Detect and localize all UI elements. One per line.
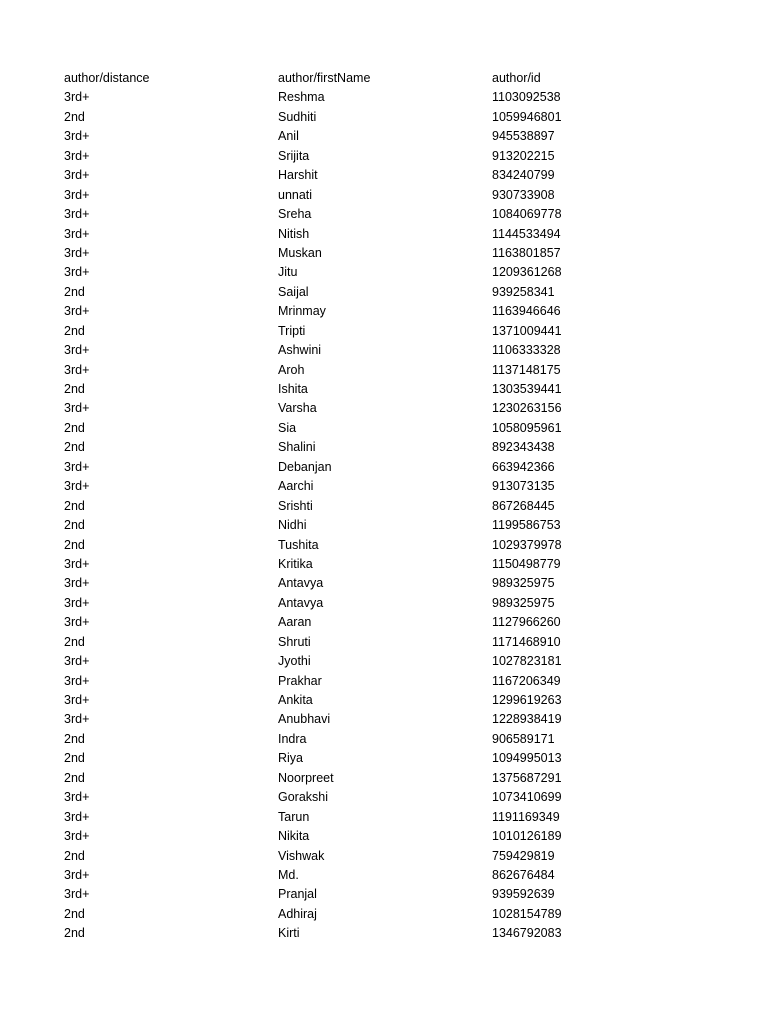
cell-distance: 3rd+	[64, 343, 90, 358]
table-row	[64, 244, 704, 263]
cell-distance: 3rd+	[64, 712, 90, 727]
table-row	[64, 613, 704, 632]
cell-first-name: Riya	[278, 751, 304, 766]
cell-first-name: Kirti	[278, 926, 300, 941]
cell-id: 1346792083	[492, 926, 562, 941]
table-row	[64, 769, 704, 788]
cell-id: 1303539441	[492, 382, 562, 396]
cell-first-name: Nikita	[278, 829, 310, 844]
column-header-distance: author/distance	[64, 71, 150, 85]
table-body	[64, 88, 704, 943]
cell-first-name: Adhiraj	[278, 906, 317, 921]
cell-id: 1073410699	[492, 790, 562, 805]
cell-first-name: Sia	[278, 420, 297, 435]
cell-first-name: Anubhavi	[278, 712, 331, 727]
table-row	[64, 186, 704, 205]
table-row	[64, 536, 704, 555]
cell-id: 939592639	[492, 887, 555, 902]
cell-id: 834240799	[492, 168, 555, 183]
table-row	[64, 885, 704, 904]
cell-distance: 3rd+	[64, 362, 90, 377]
cell-distance: 3rd+	[64, 90, 90, 105]
cell-first-name: Shruti	[278, 634, 311, 649]
cell-id: 913202215	[492, 148, 555, 163]
cell-distance: 2nd	[64, 770, 85, 785]
cell-id: 1171468910	[492, 634, 561, 649]
table-row	[64, 691, 704, 710]
cell-id: 1027823181	[492, 654, 562, 669]
cell-first-name: Aaran	[278, 615, 312, 630]
cell-distance: 3rd+	[64, 401, 90, 416]
cell-distance: 3rd+	[64, 829, 90, 844]
cell-first-name: Ishita	[278, 382, 308, 396]
cell-distance: 3rd+	[64, 459, 90, 474]
cell-id: 989325975	[492, 576, 555, 591]
table-row	[64, 108, 704, 127]
cell-id: 892343438	[492, 440, 555, 455]
cell-first-name: Pranjal	[278, 887, 317, 902]
cell-distance: 3rd+	[64, 693, 90, 707]
cell-first-name: Aarchi	[278, 479, 314, 494]
cell-id: 1106333328	[492, 343, 561, 358]
table-row	[64, 205, 704, 224]
cell-distance: 2nd	[64, 751, 85, 766]
cell-id: 1127966260	[492, 615, 561, 630]
cell-first-name: Varsha	[278, 401, 317, 416]
cell-id: 930733908	[492, 187, 555, 202]
cell-id: 939258341	[492, 284, 555, 299]
cell-distance: 2nd	[64, 284, 85, 299]
cell-id: 1144533494	[492, 226, 561, 241]
cell-id: 1084069778	[492, 207, 562, 222]
cell-distance: 3rd+	[64, 887, 90, 902]
table-row	[64, 866, 704, 885]
table-row	[64, 361, 704, 380]
table-row	[64, 419, 704, 438]
cell-id: 867268445	[492, 498, 555, 513]
cell-distance: 3rd+	[64, 615, 90, 630]
cell-id: 906589171	[492, 731, 555, 746]
cell-distance: 2nd	[64, 109, 85, 124]
table-row	[64, 905, 704, 924]
cell-id: 945538897	[492, 129, 555, 144]
cell-id: 862676484	[492, 867, 555, 882]
cell-first-name: Gorakshi	[278, 790, 329, 805]
cell-distance: 3rd+	[64, 595, 90, 610]
cell-first-name: Indra	[278, 731, 307, 746]
cell-first-name: Srijita	[278, 148, 310, 163]
table-row	[64, 594, 704, 613]
cell-first-name: Aroh	[278, 362, 305, 377]
cell-first-name: Jyothi	[278, 654, 311, 669]
cell-distance: 3rd+	[64, 304, 90, 319]
cell-first-name: Antavya	[278, 576, 324, 591]
cell-id: 1059946801	[492, 109, 562, 124]
spreadsheet-table	[64, 69, 704, 944]
cell-id: 989325975	[492, 595, 555, 610]
table-row	[64, 341, 704, 360]
table-row	[64, 147, 704, 166]
cell-distance: 3rd+	[64, 168, 90, 183]
cell-distance: 3rd+	[64, 129, 90, 144]
cell-distance: 3rd+	[64, 479, 90, 494]
cell-id: 1029379978	[492, 537, 562, 552]
cell-id: 1191169349	[492, 809, 560, 824]
table-row	[64, 516, 704, 535]
cell-distance: 3rd+	[64, 265, 90, 280]
cell-first-name: Ashwini	[278, 343, 322, 358]
cell-id: 759429819	[492, 848, 555, 863]
cell-id: 663942366	[492, 459, 555, 474]
table-row	[64, 399, 704, 418]
table-row	[64, 827, 704, 846]
table-row	[64, 88, 704, 107]
table-row	[64, 808, 704, 827]
cell-distance: 3rd+	[64, 187, 90, 202]
cell-id: 1028154789	[492, 906, 562, 921]
column-header-first-name: author/firstName	[278, 71, 371, 85]
cell-distance: 3rd+	[64, 245, 90, 260]
cell-first-name: Srishti	[278, 498, 313, 513]
cell-id: 1230263156	[492, 401, 562, 416]
cell-id: 1375687291	[492, 770, 562, 785]
table-row	[64, 380, 704, 399]
cell-first-name: Nidhi	[278, 518, 307, 533]
table-row	[64, 788, 704, 807]
cell-id: 1163946646	[492, 304, 561, 319]
header-row	[64, 69, 704, 88]
cell-first-name: Ankita	[278, 693, 313, 707]
cell-distance: 2nd	[64, 906, 85, 921]
cell-first-name: Jitu	[278, 265, 298, 280]
cell-first-name: unnati	[278, 187, 313, 202]
table-row	[64, 652, 704, 671]
cell-distance: 2nd	[64, 848, 85, 863]
table-row	[64, 322, 704, 341]
cell-id: 1299619263	[492, 693, 562, 707]
cell-id: 1150498779	[492, 556, 561, 571]
cell-distance: 2nd	[64, 323, 85, 338]
cell-distance: 3rd+	[64, 809, 90, 824]
cell-first-name: Tarun	[278, 809, 310, 824]
table-row	[64, 438, 704, 457]
cell-distance: 3rd+	[64, 556, 90, 571]
cell-first-name: Harshit	[278, 168, 318, 183]
cell-id: 1209361268	[492, 265, 562, 280]
table-row	[64, 225, 704, 244]
table-row	[64, 555, 704, 574]
column-header-id: author/id	[492, 71, 541, 85]
table-row	[64, 924, 704, 943]
cell-first-name: Antavya	[278, 595, 324, 610]
cell-first-name: Reshma	[278, 90, 325, 105]
cell-distance: 2nd	[64, 518, 85, 533]
cell-first-name: Md.	[278, 867, 299, 882]
cell-id: 1228938419	[492, 712, 562, 727]
cell-distance: 3rd+	[64, 207, 90, 222]
cell-id: 1199586753	[492, 518, 561, 533]
table-row	[64, 633, 704, 652]
cell-distance: 3rd+	[64, 673, 90, 688]
cell-distance: 2nd	[64, 926, 85, 941]
table-row	[64, 302, 704, 321]
cell-first-name: Kritika	[278, 556, 313, 571]
table-row	[64, 497, 704, 516]
cell-distance: 2nd	[64, 634, 85, 649]
table-row	[64, 847, 704, 866]
table-row	[64, 263, 704, 282]
cell-id: 1371009441	[492, 323, 562, 338]
table-row	[64, 730, 704, 749]
table-row	[64, 477, 704, 496]
table-row	[64, 672, 704, 691]
cell-first-name: Debanjan	[278, 459, 332, 474]
table-row	[64, 283, 704, 302]
cell-first-name: Nitish	[278, 226, 310, 241]
cell-distance: 3rd+	[64, 576, 90, 591]
cell-first-name: Prakhar	[278, 673, 322, 688]
cell-first-name: Tripti	[278, 323, 306, 338]
cell-first-name: Mrinmay	[278, 304, 326, 319]
cell-id: 1094995013	[492, 751, 562, 766]
cell-first-name: Anil	[278, 129, 299, 144]
cell-id: 1010126189	[492, 829, 562, 844]
table-row	[64, 574, 704, 593]
cell-first-name: Sreha	[278, 207, 312, 222]
cell-first-name: Saijal	[278, 284, 309, 299]
cell-distance: 3rd+	[64, 148, 90, 163]
cell-id: 913073135	[492, 479, 555, 494]
cell-distance: 3rd+	[64, 790, 90, 805]
cell-distance: 2nd	[64, 440, 85, 455]
cell-id: 1058095961	[492, 420, 562, 435]
table-row	[64, 458, 704, 477]
table-row	[64, 166, 704, 185]
table-row	[64, 749, 704, 768]
cell-distance: 2nd	[64, 537, 85, 552]
cell-id: 1103092538	[492, 90, 561, 105]
table-row	[64, 710, 704, 729]
cell-distance: 3rd+	[64, 867, 90, 882]
table-row	[64, 127, 704, 146]
cell-distance: 2nd	[64, 420, 85, 435]
cell-id: 1137148175	[492, 362, 561, 377]
cell-id: 1163801857	[492, 245, 561, 260]
cell-distance: 3rd+	[64, 654, 90, 669]
cell-first-name: Vishwak	[278, 848, 325, 863]
cell-first-name: Tushita	[278, 537, 319, 552]
cell-first-name: Noorpreet	[278, 770, 334, 785]
cell-first-name: Sudhiti	[278, 109, 317, 124]
cell-distance: 2nd	[64, 731, 85, 746]
cell-distance: 2nd	[64, 382, 85, 396]
cell-first-name: Muskan	[278, 245, 322, 260]
cell-first-name: Shalini	[278, 440, 316, 455]
cell-id: 1167206349	[492, 673, 561, 688]
cell-distance: 2nd	[64, 498, 85, 513]
cell-distance: 3rd+	[64, 226, 90, 241]
